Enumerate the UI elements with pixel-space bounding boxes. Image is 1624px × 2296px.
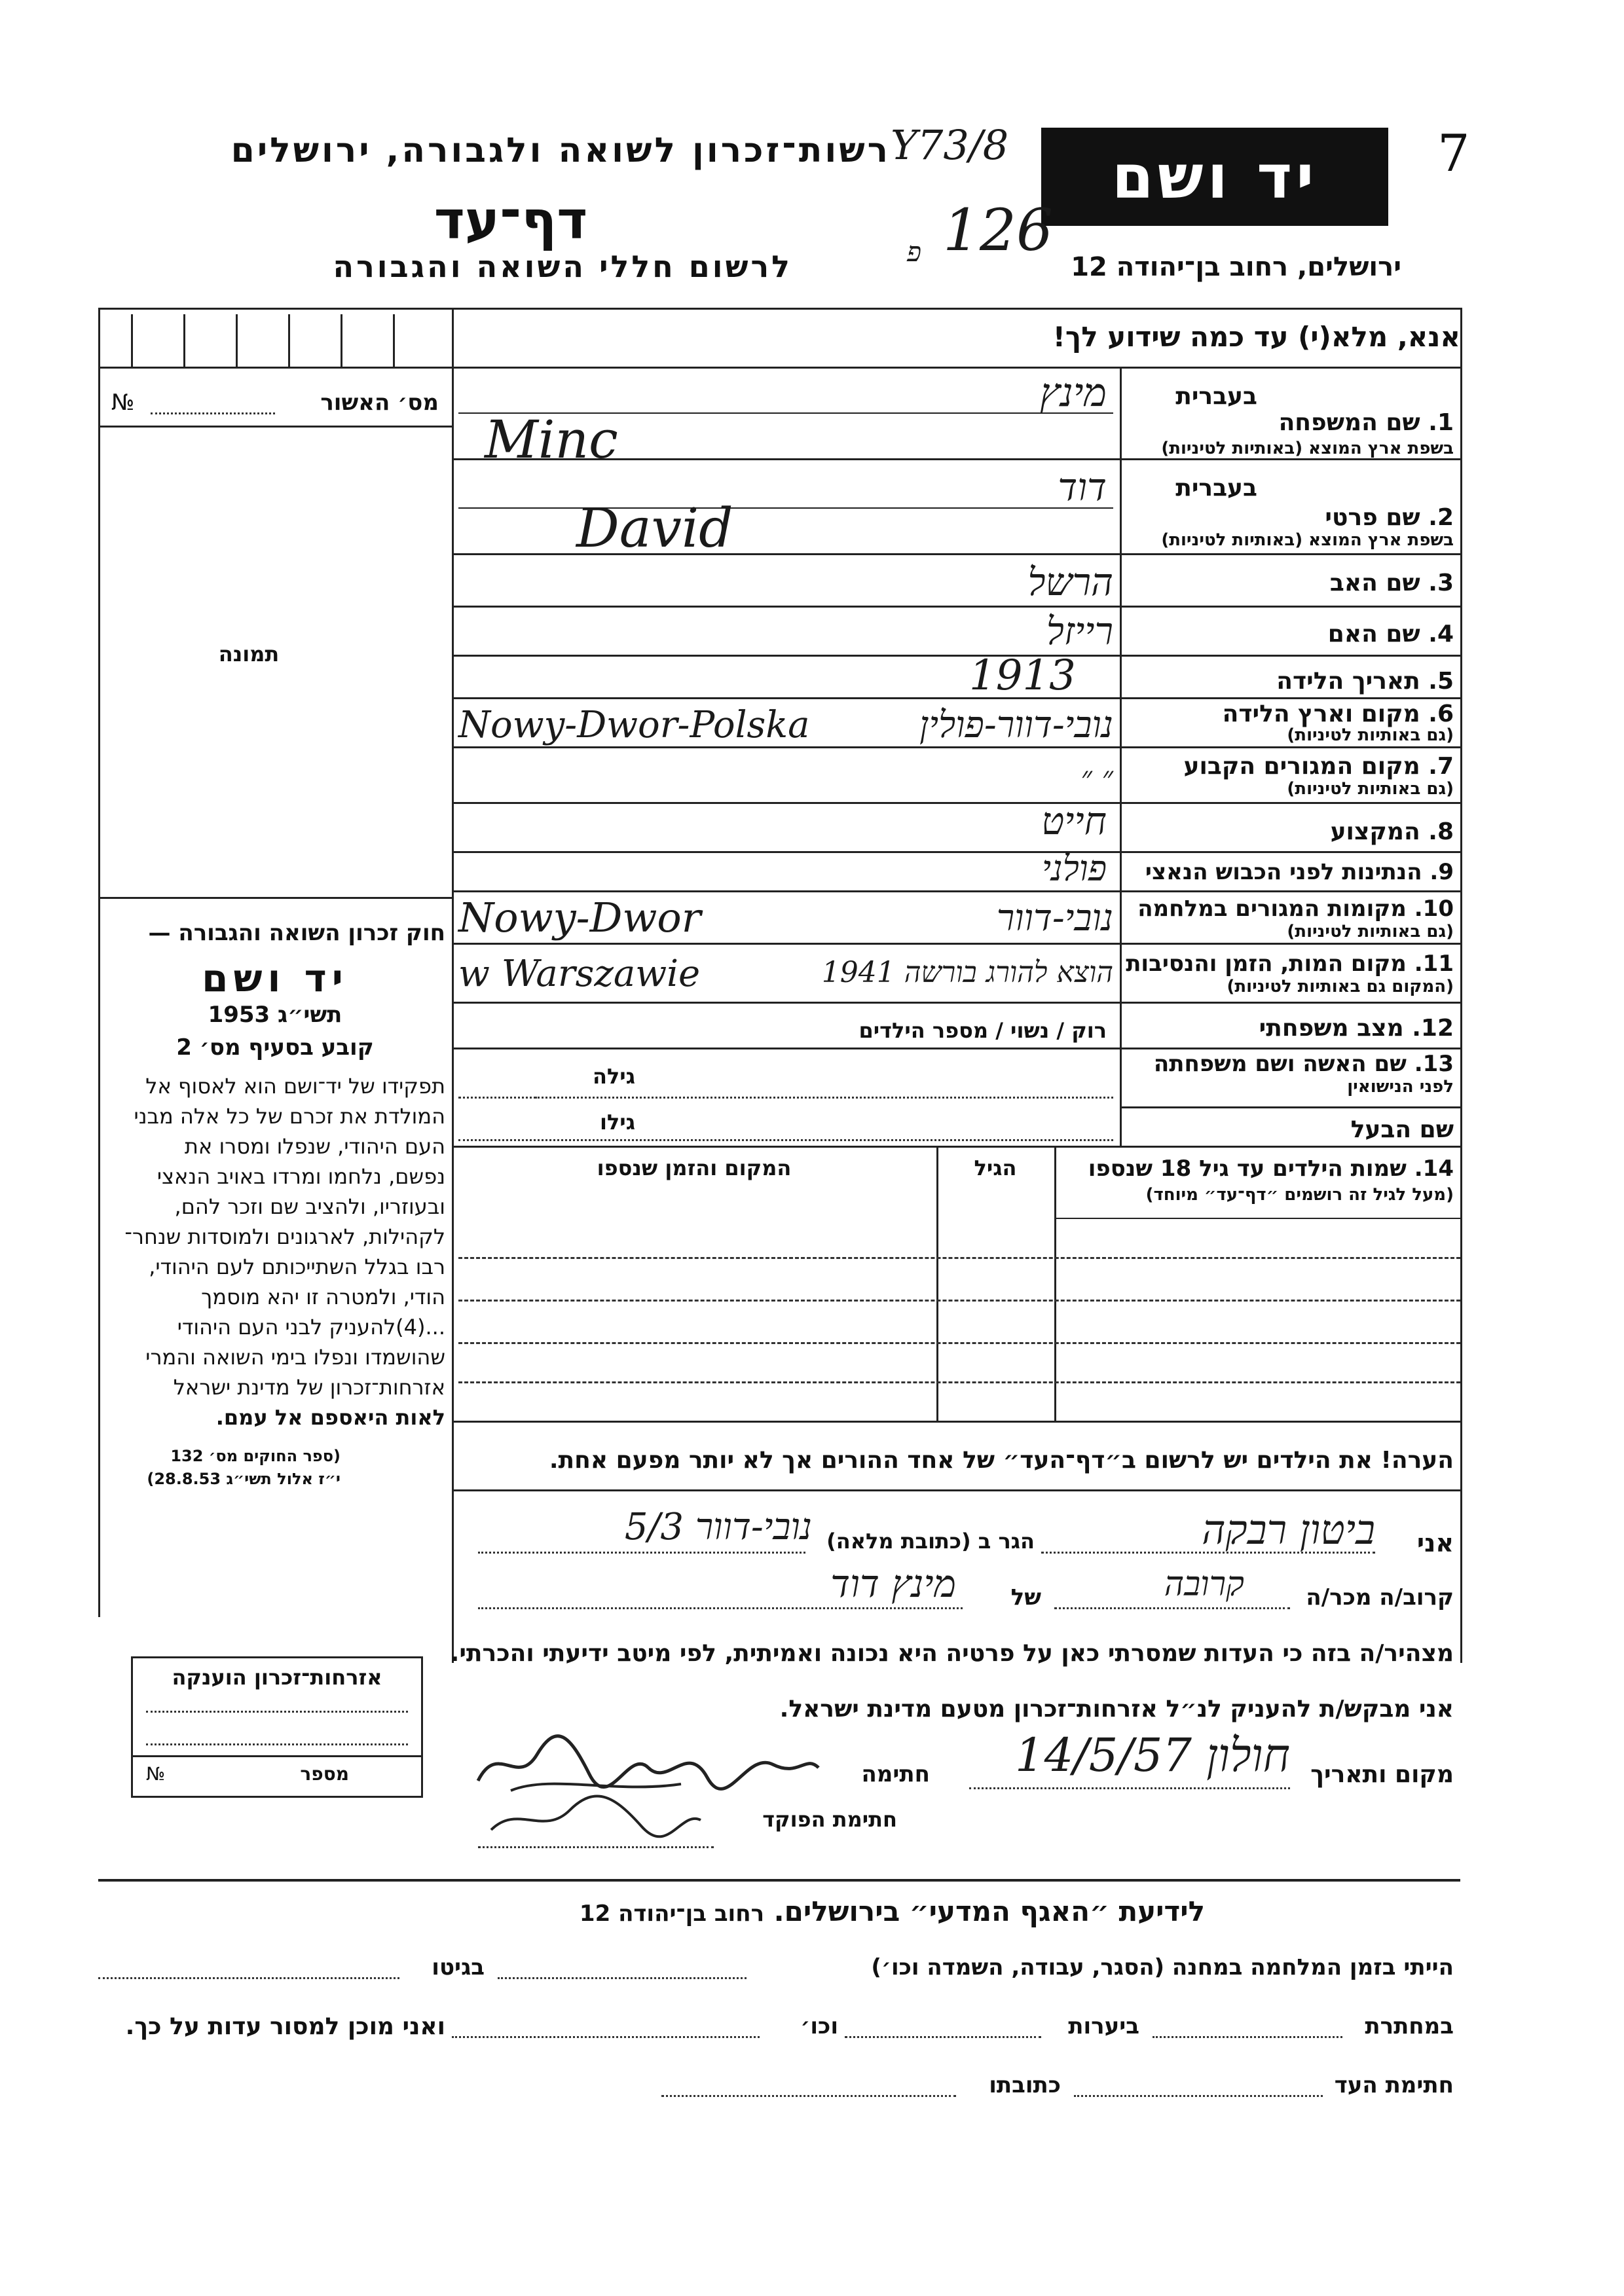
officer-signature bbox=[485, 1791, 707, 1843]
field-5-value[interactable]: 1913 bbox=[969, 651, 1076, 700]
field-13-label: שם האשה ושם משפחתה bbox=[1153, 1051, 1407, 1077]
law-line: ובעוזריו, ולהציב שם וזכר להם, bbox=[174, 1194, 445, 1219]
witness-of-value[interactable]: מינץ דוד bbox=[830, 1561, 956, 1606]
law-ref-2: י״ז אלול תשי״ג 28.8.53) bbox=[147, 1470, 341, 1488]
witness-name-value[interactable]: ביטון רבקה bbox=[1202, 1506, 1375, 1554]
witness-request: אני מבקש/ת להעניק לנ״ל אזרחות־זכרון מטעם מדינת ישראל. bbox=[779, 1696, 1454, 1722]
law-line: המולדת את זכרם של כל אלה מבני bbox=[134, 1104, 445, 1129]
witness-i-label: אני bbox=[1416, 1529, 1454, 1558]
cert-label: מס׳ האשור bbox=[320, 390, 439, 416]
law-ref-1: (ספר החוקים מס׳ 132 bbox=[170, 1447, 341, 1465]
law-section: קובע בסעיף מס׳ 2 bbox=[176, 1034, 374, 1061]
intro-text: אנא, מלא(י) עד כמה שידוע לך! bbox=[1052, 321, 1460, 353]
field-8-num: 8. bbox=[1428, 818, 1454, 845]
field-6-sub: (גם באותיות לטיניות) bbox=[1287, 725, 1454, 745]
law-title: חוק זכרון השואה והגבורה — bbox=[148, 920, 445, 946]
field-13-num: 13. bbox=[1414, 1051, 1454, 1077]
field-1-label: שם המשפחה bbox=[1278, 409, 1420, 436]
box-number-label: מספר bbox=[300, 1763, 349, 1785]
husband-age-label: גילו bbox=[599, 1110, 635, 1135]
field-7-value[interactable]: ״ ״ bbox=[1080, 759, 1113, 795]
field-3-label: שם האב bbox=[1329, 570, 1420, 596]
footer-witness-sig-label: חתימת העד bbox=[1334, 2072, 1454, 2098]
field-14-num: 14. bbox=[1414, 1156, 1454, 1182]
place-date-value[interactable]: חולון 14/5/57 bbox=[1015, 1728, 1290, 1782]
stamp-handwritten: Y73/8 bbox=[891, 121, 1009, 169]
footer-title: לידיעת ״האגף המדעי״ בירושלים. bbox=[773, 1895, 1205, 1927]
field-2-value-he[interactable]: דוד bbox=[1058, 465, 1107, 509]
field-12-label: מצב משפחתי bbox=[1259, 1015, 1404, 1042]
field-4-label: שם האם bbox=[1327, 621, 1420, 647]
law-line: נפשם, נלחמו ומרדו באויב הנאצי bbox=[157, 1164, 445, 1189]
field-2-num: 2. bbox=[1428, 504, 1454, 531]
field-6-value[interactable]: נובי-דוור-פולין bbox=[919, 704, 1113, 746]
witness-declare: מצהיר/ה בזה כי העדות שמסרתי כאן על פרטיה היא נכונה ואמיתית, לפי מיטב ידיעתי והכרתי. bbox=[450, 1640, 1454, 1667]
citizenship-box bbox=[131, 1656, 423, 1798]
law-line: ...(4)להעניק לבני העם היהודי bbox=[177, 1315, 445, 1339]
field-11-label: מקום המות, הזמן והנסיבות bbox=[1126, 951, 1407, 977]
field-3-value[interactable]: הרשל bbox=[1027, 560, 1113, 604]
field-7-sub: (גם באותיות לטיניות) bbox=[1287, 779, 1454, 799]
field-1-value-he[interactable]: מינץ bbox=[1039, 370, 1107, 416]
field-11-value[interactable]: הוצא להורג בורשה 1941 bbox=[821, 956, 1113, 989]
footer-etc-label: וכו׳ bbox=[800, 2013, 838, 2039]
field-10-num: 10. bbox=[1414, 896, 1454, 922]
field-5-label: תאריך הלידה bbox=[1276, 668, 1420, 695]
field-11-value-latin[interactable]: w Warszawie bbox=[458, 953, 701, 995]
law-line: הודי, ולמטרה זו יהא מוסמך bbox=[201, 1285, 445, 1309]
page-number: 7 bbox=[1437, 124, 1470, 183]
form-subtitle: לרשום חללי השואה והגבורה bbox=[333, 249, 792, 284]
cert-no: № bbox=[111, 390, 135, 416]
field-12-value[interactable]: רוק / נשוי / מספר הילדים bbox=[858, 1018, 1107, 1043]
photo-label: תמונה bbox=[218, 642, 280, 666]
field-10-label: מקומות המגורים במלחמה bbox=[1137, 896, 1407, 922]
witness-address-value[interactable]: נובי-דוור 5/3 bbox=[624, 1506, 812, 1548]
law-text bbox=[105, 1074, 445, 1435]
field-7-label: מקום המגורים הקבוע bbox=[1183, 753, 1420, 780]
children-col-place: המקום והזמן שנספו bbox=[597, 1156, 792, 1180]
law-line: לקהילות, לארגונים ולמוסדות שנחר־ bbox=[124, 1224, 445, 1249]
field-10-value[interactable]: נובי-דוור bbox=[996, 897, 1113, 939]
field-8-label: המקצוע bbox=[1330, 818, 1420, 845]
husband-label: שם הבעל bbox=[1350, 1116, 1454, 1143]
field-6-label: מקום וארץ הלידה bbox=[1222, 701, 1420, 727]
field-4-num: 4. bbox=[1428, 621, 1454, 647]
footer-address: רחוב בן־יהודה 12 bbox=[579, 1901, 765, 1927]
field-13-sub: לפני הנישואין bbox=[1347, 1077, 1454, 1097]
field-11-num: 11. bbox=[1414, 951, 1454, 977]
field-14-sub: (מעל לגיל זה רושמים ״דף־עד״ מיוחד) bbox=[1145, 1185, 1454, 1205]
witness-relative-label: קרוב/ה מכר/ה bbox=[1306, 1584, 1454, 1611]
field-10-value-latin[interactable]: Nowy-Dwor bbox=[458, 894, 701, 941]
field-8-value[interactable]: חייט bbox=[1041, 799, 1107, 843]
signature-label: חתימה bbox=[861, 1761, 930, 1787]
law-year: תשי״ג 1953 bbox=[208, 1002, 342, 1028]
field-2-value-latin[interactable]: David bbox=[576, 498, 733, 560]
footer-hiding-label: במחתרת bbox=[1365, 2013, 1454, 2039]
field-6-value-latin[interactable]: Nowy-Dwor-Polska bbox=[458, 704, 810, 746]
field-1-value-latin[interactable]: Minc bbox=[485, 409, 618, 470]
folio-note: פ bbox=[907, 236, 922, 268]
field-5-num: 5. bbox=[1428, 668, 1454, 695]
witness-relation-value[interactable]: קרובה bbox=[1164, 1565, 1244, 1604]
header-address: ירושלים, רחוב בן־יהודה 12 bbox=[1071, 252, 1401, 282]
field-4-value[interactable]: רייזל bbox=[1046, 609, 1113, 653]
law-line: לאות היאספם אל עמם. bbox=[215, 1405, 445, 1430]
place-date-label: מקום ותאריך bbox=[1310, 1761, 1454, 1788]
witness-signature bbox=[471, 1728, 825, 1800]
footer-ghetto-label: בגיטו bbox=[432, 1954, 485, 1980]
law-line: העם היהודי, שנפלו ומסרו את bbox=[184, 1134, 445, 1159]
footer-ready-label: ואני מוכן למסור עדות על כך. bbox=[125, 2013, 445, 2040]
field-3-num: 3. bbox=[1428, 570, 1454, 596]
field-1-sub: בשפת ארץ המוצא (באותיות לטיניות) bbox=[1161, 439, 1454, 458]
law-line: אזרחות־זכרון של מדינת ישראל bbox=[173, 1375, 445, 1400]
law-name: יד ושם bbox=[202, 956, 348, 1000]
box-no: № bbox=[146, 1763, 166, 1785]
footer-address-label: כתובתו bbox=[989, 2072, 1061, 2098]
field-11-sub: (המקום גם באותיות לטיניות) bbox=[1227, 977, 1454, 996]
field-2-lang: בעברית bbox=[1175, 475, 1257, 501]
box-title: אזרחות־זכרון הוענקה bbox=[172, 1665, 382, 1690]
law-line: רבו בגלל השתייכותם לעם היהודי, bbox=[149, 1254, 445, 1279]
law-line: תפקידו של יד־ושם הוא לאסוף אל bbox=[145, 1074, 445, 1099]
footer-forests-label: ביערות bbox=[1068, 2013, 1139, 2039]
law-line: שהושמדו ונפלו בימי השואה והמרי bbox=[145, 1345, 445, 1370]
field-9-label: הנתינות לפני הכבוש הנאצי bbox=[1145, 859, 1422, 885]
witness-resides-label: הגר ב (כתובת מלאה) bbox=[826, 1529, 1035, 1554]
field-1-lang: בעברית bbox=[1175, 383, 1257, 410]
field-9-value[interactable]: פולני bbox=[1041, 848, 1107, 889]
org-line: רשות־זכרון לשואה ולגבורה, ירושלים bbox=[231, 131, 891, 170]
field-9-num: 9. bbox=[1430, 859, 1454, 885]
logo-text: יד ושם bbox=[1111, 141, 1318, 212]
folio-handwritten: 126 bbox=[943, 196, 1053, 264]
field-10-sub: (גם באותיות לטיניות) bbox=[1287, 922, 1454, 941]
yad-vashem-logo bbox=[1041, 128, 1388, 226]
footer-line1: הייתי בזמן המלחמה במחנה (הסגר, עבודה, השמדה וכו׳) bbox=[871, 1954, 1454, 1980]
field-2-sub: בשפת ארץ המוצא (באותיות לטיניות) bbox=[1161, 530, 1454, 550]
officer-label: חתימת הפוקד bbox=[762, 1807, 897, 1832]
field-7-num: 7. bbox=[1428, 753, 1454, 780]
field-13-age-label: גילה bbox=[592, 1064, 635, 1089]
field-1-num: 1. bbox=[1428, 409, 1454, 436]
tally-boxes bbox=[98, 314, 452, 367]
witness-of-label: של bbox=[1010, 1584, 1041, 1611]
children-col-age: הגיל bbox=[974, 1156, 1017, 1180]
field-2-label: שם פרטי bbox=[1325, 504, 1420, 531]
note-text: הערה! את הילדים יש לרשום ב״דף־העד״ של אחד ההורים אך לא יותר מפעם אחת. bbox=[549, 1447, 1454, 1474]
field-12-num: 12. bbox=[1412, 1015, 1454, 1042]
field-14-label: שמות הילדים עד גיל 18 שנספו bbox=[1088, 1156, 1407, 1182]
field-6-num: 6. bbox=[1428, 701, 1454, 727]
form-title: דף־עד bbox=[434, 190, 588, 251]
